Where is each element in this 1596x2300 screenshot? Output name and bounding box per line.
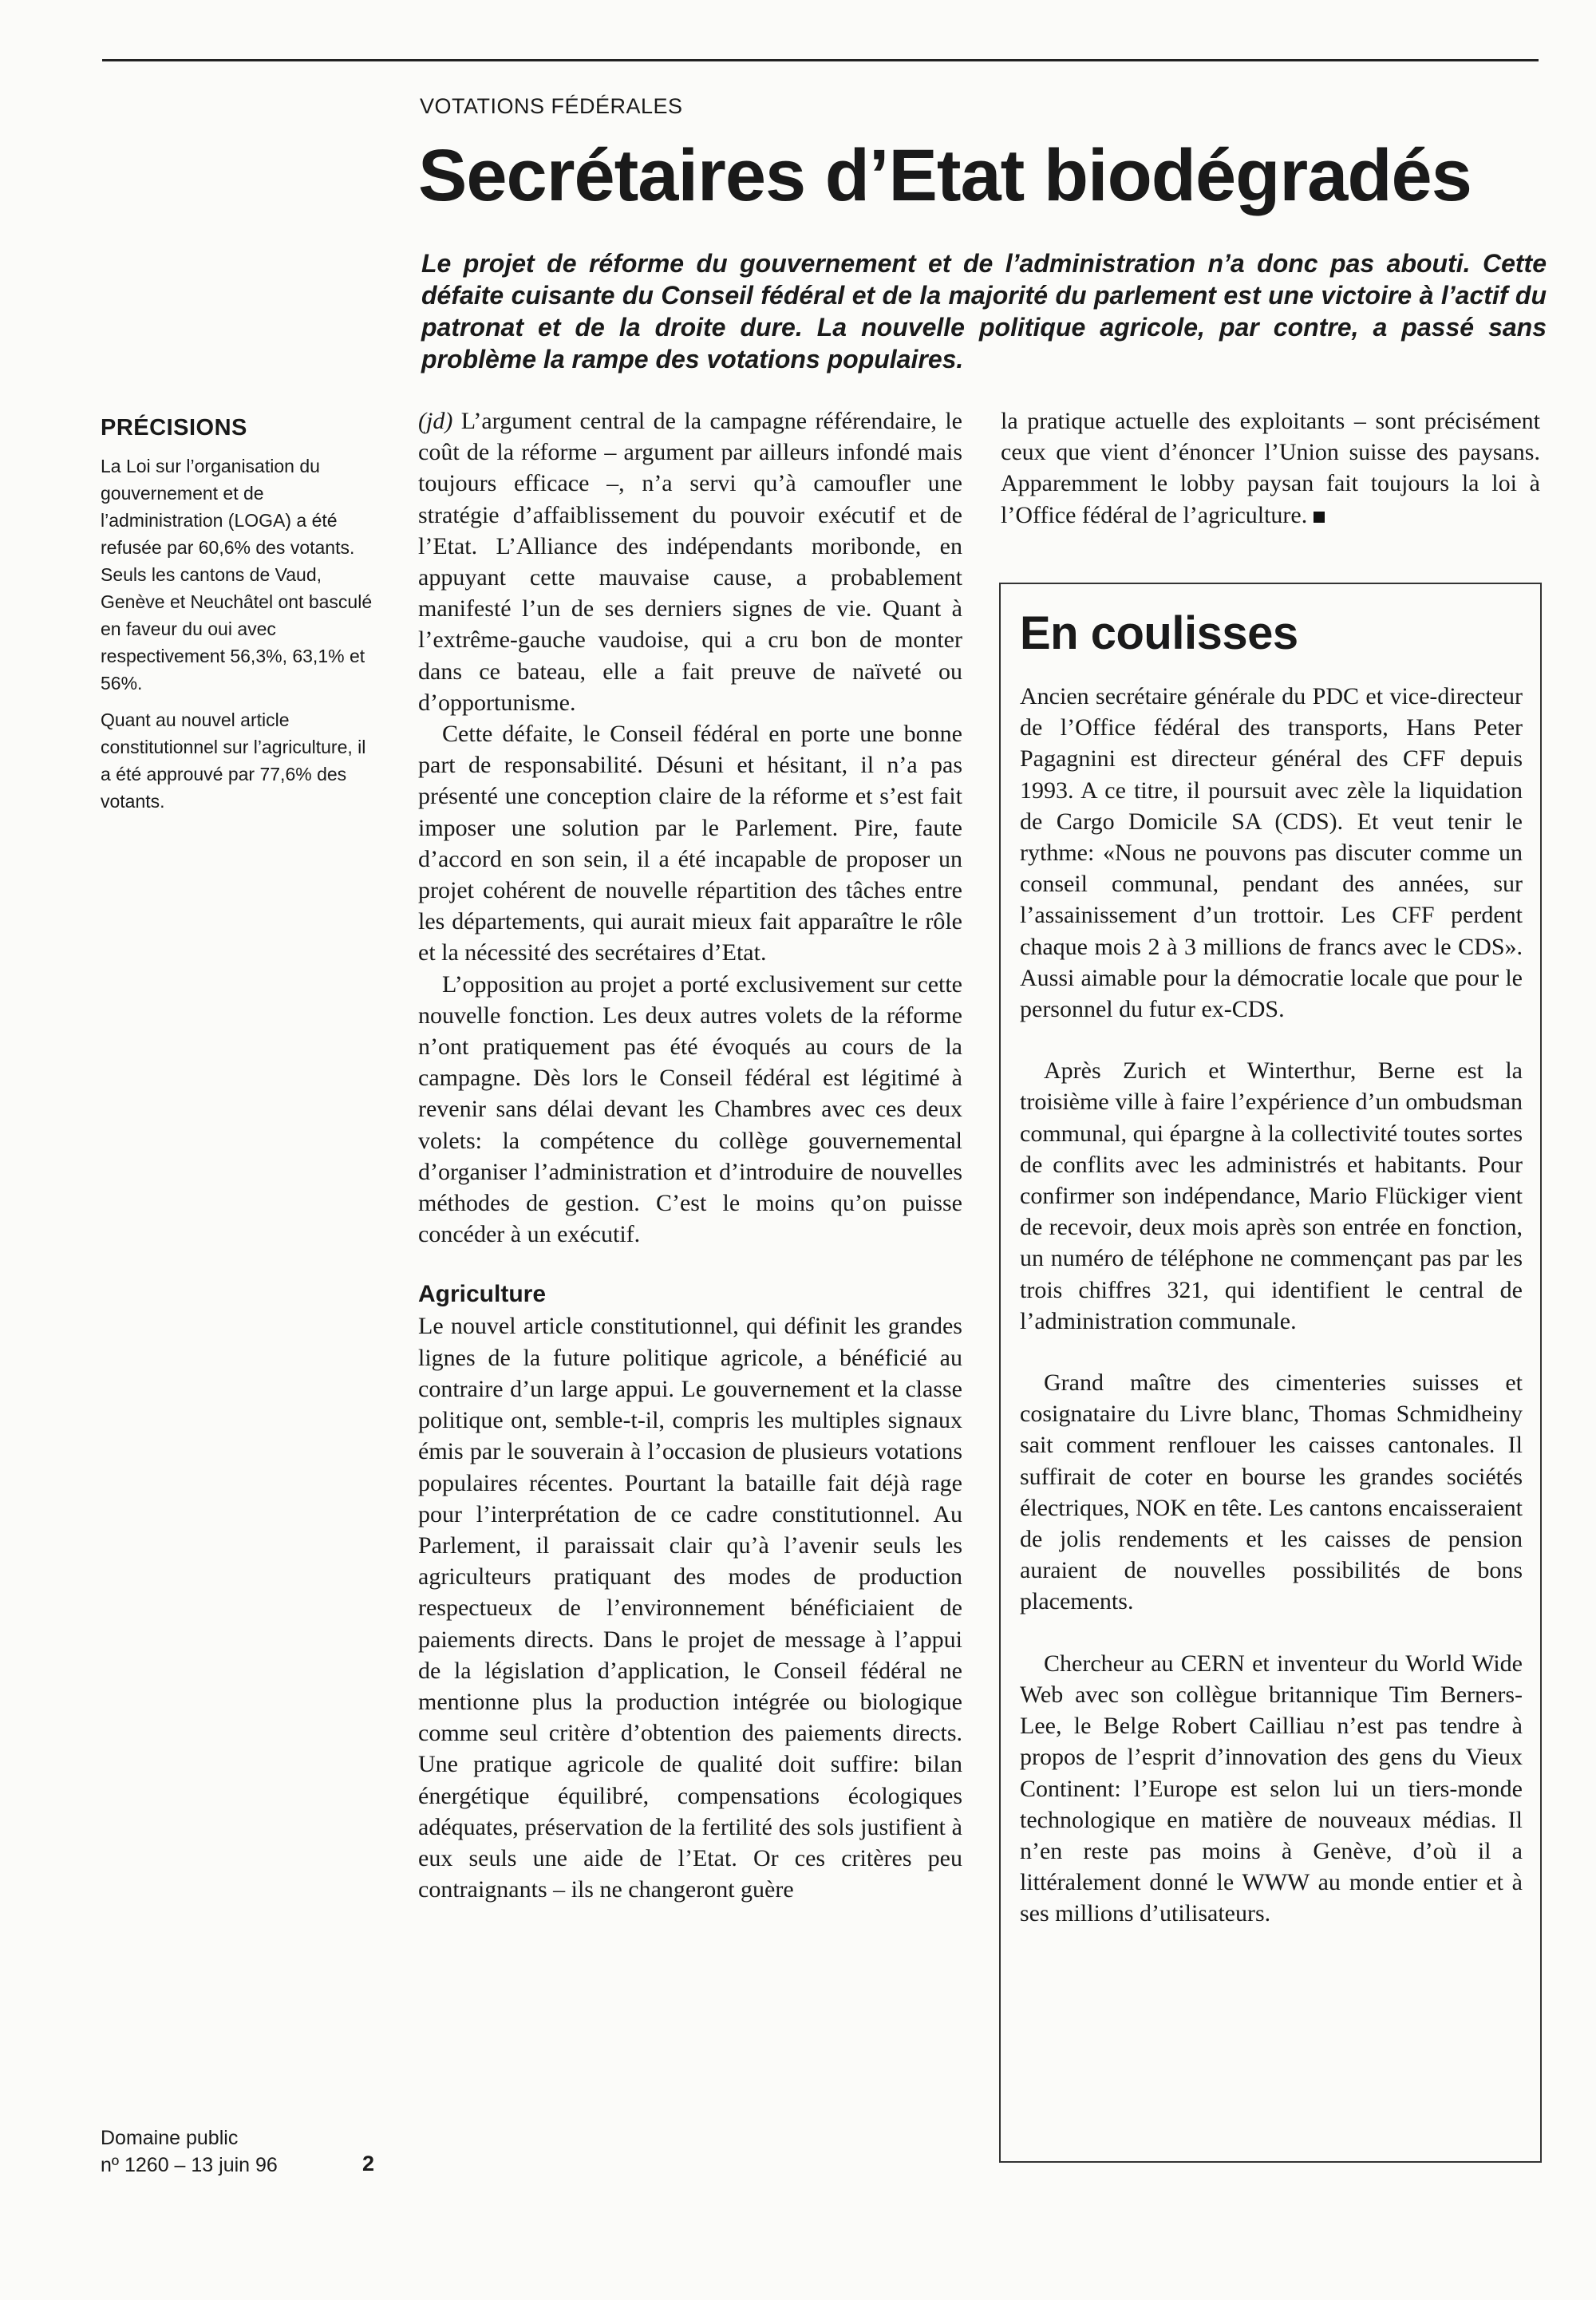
article-paragraph: Cette défaite, le Conseil fédéral en porte une bonne part de responsabilité. Désuni et hésitant, il n’a pas présenté une conception claire de la réforme et s’est fait imposer une solution par le Parlement. Pire, faute d’accord en son sein, il a été incapable de proposer un projet cohérent de nouvelle répartition des tâches entre les départements, qui aurait mieux fait apparaître le rôle et la nécessité des secrétaires d’Etat. (418, 721, 962, 966)
top-rule (102, 59, 1539, 61)
issue-info: nº 1260 – 13 juin 96 (101, 2154, 278, 2176)
byline: (jd) (418, 408, 453, 434)
article-paragraph: la pratique actuelle des exploitants – sont précisément ceux que vient d’énoncer l’Union suisse des paysans. Apparemment le lobby paysan fait toujours la loi à l’Office fédéral de l’agriculture. (1001, 408, 1540, 528)
article-column-2 (1001, 405, 1540, 531)
box-paragraph: Ancien secrétaire générale du PDC et vice-directeur de l’Office fédéral des transports, Hans Peter Pagagnini est directeur général des CFF depuis 1993. A ce titre, il poursuit avec zèle la liquidation de Cargo Domicile SA (CDS). Et veut tenir le rythme: «Nous ne pouvons pas discuter comme un conseil communal, pendant des années, sur l’assainissement d’un trottoir. Les CFF perdent chaque mois 2 à 3 millions de francs avec le CDS». Aussi aimable pour la démocratie locale que pour le personnel du futur ex-CDS. (1020, 683, 1523, 1023)
sidebar-paragraph: La Loi sur l’organisation du gouvernement et de l’administration (LOGA) a été refusée par 60,6% des votants. Seuls les cantons de Vaud, Genève et Neuchâtel ont basculé en faveur du oui avec respectivement 56,3%, 63,1% et 56%. (101, 456, 373, 694)
sidebar-heading: PRÉCISIONS (101, 415, 247, 441)
section-kicker: VOTATIONS FÉDÉRALES (420, 94, 683, 118)
article-column-1 (418, 405, 962, 1905)
box-paragraph: Après Zurich et Winterthur, Berne est la troisième ville à faire l’expérience d’un ombudsman communal, qui épargne à la collectivité toutes sortes de conflits avec les administrés et habitants. Pour confirmer son indépendance, Mario Flückiger vient de recevoir, deux mois après son entrée en fonction, un numéro de téléphone ne commençant pas par les trois chiffres 321, qui identifient le central de l’administration communale. (1020, 1057, 1523, 1334)
sidebar-precisions (101, 415, 380, 824)
box-title: En coulisses (1020, 607, 1298, 659)
sidebar-paragraph: Quant au nouvel article constitutionnel sur l’agriculture, il a été approuvé par 77,6% des votants. (101, 709, 366, 812)
publication-name: Domaine public (101, 2127, 239, 2149)
article-lead: Le projet de réforme du gouvernement et de l’administration n’a donc pas abouti. Cette défaite cuisante du Conseil fédéral et de la majorité du parlement est une victoire à l’actif du patronat et de la droite dure. La nouvelle politique agricole, par contre, a passé sans problème la rampe des votations populaires. (421, 249, 1547, 373)
page-number: 2 (362, 2152, 375, 2176)
article-paragraph: (jd) L’argument central de la campagne référendaire, le coût de la réforme – argument par ailleurs infondé mais toujours efficace –, n’a servi qu’à camoufler une stratégie d’affaiblissement du pouvoir exécutif et de l’Etat. L’Alliance des indépendants moribonde, en appuyant cette mauvaise cause, a probablement manifesté l’un de ses derniers signes de vie. Quant à l’extrême-gauche vaudoise, qui a cru bon de monter dans ce bateau, elle a fait preuve de naïveté ou d’opportunisme. (418, 408, 962, 716)
en-coulisses-box (999, 583, 1542, 2163)
end-mark (1314, 512, 1325, 523)
page-footer (101, 2124, 278, 2179)
article-paragraph: L’opposition au projet a porté exclusivement sur cette nouvelle fonction. Les deux autres volets de la réforme n’ont pratiquement pas été évoqués au cours de la campagne. Dès lors le Conseil fédéral est légitimé à revenir sans délai devant les Chambres avec ces deux volets: la compétence du collège gouvernemental d’organiser l’administration et d’introduire de nouvelles méthodes de gestion. C’est le moins qu’on puisse concéder à un exécutif. (418, 970, 962, 1248)
article-title: Secrétaires d’Etat biodégradés (418, 135, 1472, 216)
box-paragraph: Grand maître des cimenteries suisses et cosignataire du Livre blanc, Thomas Schmidheiny sait comment renflouer les caisses cantonales. Il suffirait de coter en bourse les grandes sociétés électriques, NOK en tête. Les cantons encaisseraient de jolis rendements et les caisses de pension auraient de nouvelles possibilités de bons placements. (1020, 1369, 1523, 1615)
box-paragraph: Chercheur au CERN et inventeur du World Wide Web avec son collègue britannique Tim Berners-Lee, le Belge Robert Cailliau n’est pas tendre à propos de l’esprit d’innovation des gens du Vieux Continent: l’Europe est selon lui un tiers-monde technologique en matière de nouveaux médias. Il n’en reste pas moins à Genève, d’où il a littéralement donné le WWW au monde entier et à ses millions d’utilisateurs. (1020, 1650, 1523, 1927)
article-paragraph: Le nouvel article constitutionnel, qui définit les grandes lignes de la future politique agricole, a bénéficié au contraire d’un large appui. Le gouvernement et la classe politique ont, semble-t-il, compris les multiples signaux émis par le souverain à l’occasion de plusieurs votations populaires récentes. Pourtant la bataille fait déjà rage pour l’interprétation de ce cadre constitutionnel. Au Parlement, il paraissait clair qu’à l’avenir seuls les agriculteurs pratiquant des modes de production respectueux de l’environnement bénéficiaient de paiements directs. Dans le projet de message à l’appui de la législation d’application, le Conseil fédéral ne mentionne plus la production intégrée ou biologique comme seul critère d’obtention des paiements directs. Une pratique agricole de qualité doit suffire: bilan énergétique équilibré, compensations écologiques adéquates, préservation de la fertilité des sols justifient à eux seuls une aide de l’Etat. Or ces critères peu contraignants – ils ne changeront guère (418, 1313, 962, 1903)
subhead-agriculture: Agriculture (418, 1281, 547, 1308)
